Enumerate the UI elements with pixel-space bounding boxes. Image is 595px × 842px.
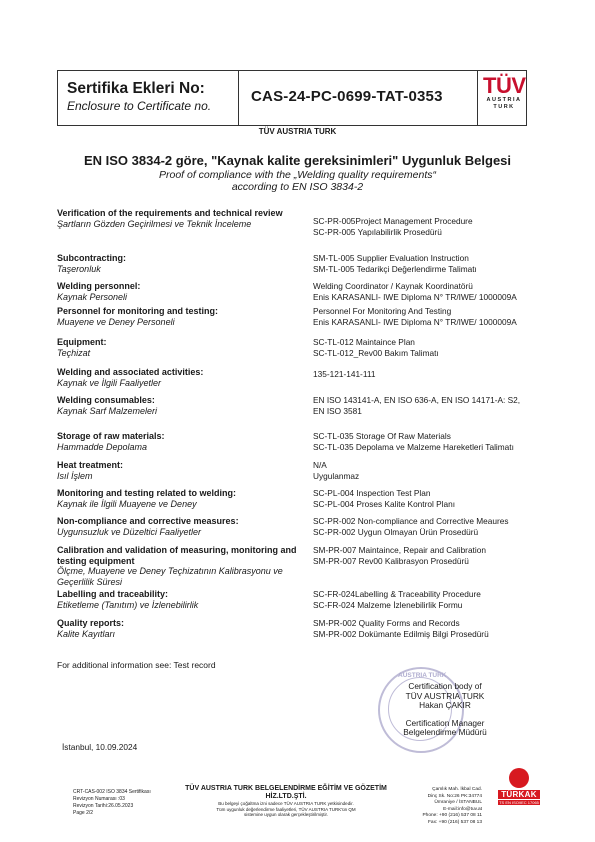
header-divider — [238, 71, 239, 125]
turkak-code: TS EN ISO/IEC 17065 — [499, 800, 539, 805]
footer-line: Tüm uygunluk değerlendirme faaliyetleri, TÜV AUSTRIA TURK'ün QM — [216, 806, 356, 812]
tuv-logo — [483, 75, 525, 111]
row-label: Monitoring and testing related to welding: Kaynak ile İlgili Muayene ve Deney — [57, 488, 236, 509]
row-label: Subcontracting: Taşeronluk — [57, 253, 126, 274]
company-heading: TÜV AUSTRIA TURK — [258, 127, 337, 136]
certificate-header — [57, 70, 527, 126]
logo-text: TÜV — [483, 73, 526, 98]
row-label: Quality reports: Kalite Kayıtları — [57, 618, 125, 639]
logo-line: TURK — [493, 104, 515, 110]
row-value: SM-TL-005 Supplier Evaluation Instruction SM-TL-005 Tedarikçi Değerlendirme Talimatı — [313, 253, 477, 274]
document-revision-info — [73, 789, 151, 817]
row-label: Welding personnel: Kaynak Personeli — [57, 281, 141, 302]
footer-line: Revizyon Tarihi:26.05.2023 — [73, 803, 134, 809]
row-value: Personnel For Monitoring And Testing Enis KARASANLI- IWE Diploma N° TR/IWE/ 1000009A — [313, 306, 517, 327]
document-subtitle: Proof of compliance with the „Welding quality requirements“ — [158, 169, 437, 181]
signatory-title-tr: Belgelendirme Müdürü — [403, 727, 487, 737]
footer-line: Dinç Sk. No:26 PK:34774 — [427, 793, 482, 799]
row-value: N/A Uygulanmaz — [313, 460, 360, 481]
signatory-title: Certification Manager — [405, 717, 485, 728]
enclosure-subtitle: Enclosure to Certificate no. — [67, 99, 212, 113]
document-subtitle: according to EN ISO 3834-2 — [231, 181, 364, 193]
footer-line: Çamlık Mah. İkbal Cad. — [432, 787, 482, 792]
footer-line: Bu belgeyi çoğaltma izni sadece TÜV AUSTRIA TURK yetkisindedir. — [218, 801, 354, 806]
row-label: Heat treatment: Isıl İşlem — [57, 460, 124, 481]
row-value: SM-PR-007 Maintaince, Repair and Calibration SM-PR-007 Rev00 Kalibrasyon Prosedürü — [313, 545, 486, 566]
row-label: Welding and associated activities: Kaynak ve İlgili Faaliyetler — [57, 367, 204, 388]
footer-line: Revizyon Numarası :03 — [73, 796, 125, 802]
document-title: EN ISO 3834-2 göre, "Kaynak kalite gereksinimleri" Uygunluk Belgesi — [83, 153, 512, 168]
row-value: SC-TL-012 Maintaince Plan SC-TL-012_Rev00 Bakım Talimatı — [313, 337, 439, 358]
row-value: 135-121-141-111 — [313, 369, 376, 379]
footer-email: E-mail:info@tuv.at — [443, 806, 482, 812]
row-label: Welding consumables: Kaynak Sarf Malzemeleri — [57, 395, 158, 416]
enclosure-title: Sertifika Ekleri No: — [67, 80, 205, 97]
page-number: Page 2/2 — [73, 810, 94, 816]
signature-line: Certification body of — [408, 681, 482, 691]
logo-line: AUSTRIA — [486, 97, 522, 103]
row-label: Labelling and traceability: Etiketleme (Tanıtım) ve İzlenebilirlik — [57, 589, 199, 610]
row-value: SC-PR-005Project Management Procedure SC-PR-005 Yapılabilirlik Prosedürü — [313, 216, 473, 237]
row-label: Personnel for monitoring and testing: Muayene ve Deney Personeli — [57, 306, 219, 327]
row-value: Welding Coordinator / Kaynak Koordinatörü Enis KARASANLI- IWE Diploma N° TR/IWE/ 1000009A — [313, 281, 517, 302]
certificate-number: CAS-24-PC-0699-TAT-0353 — [251, 88, 443, 105]
row-value: SC-PL-004 Inspection Test Plan SC-PL-004 Proses Kalite Kontrol Planı — [313, 488, 456, 509]
row-value: SC-PR-002 Non-compliance and Corrective Meaures SC-PR-002 Uygun Olmayan Ürün Prosedürü — [313, 516, 509, 537]
footer-fax: Fax: +90 (216) 537 08 13 — [427, 819, 482, 825]
row-value: EN ISO 143141-A, EN ISO 636-A, EN ISO 14171-A: S2, EN ISO 3581 — [313, 395, 521, 416]
footer-company-name: TÜV AUSTRIA TURK BELGELENDİRME EĞİTİM VE GÖZETİM HİZ.LTD.ŞTİ. — [185, 785, 387, 800]
row-label: Storage of raw materials: Hammadde Depolama — [57, 431, 165, 452]
row-label: Verification of the requirements and technical review Şartların Gözden Geçirilmesi ve Teknik İnceleme — [57, 208, 283, 229]
row-label: Equipment: Teçhizat — [57, 337, 107, 358]
signature-block — [390, 682, 500, 738]
row-label: Non-compliance and corrective measures: Uygunsuzluk ve Düzeltici Faaliyetler — [57, 516, 239, 537]
footer-phone: Phone: +90 (216) 537 08 11 — [422, 813, 482, 818]
footer-line: CRT-CAS-002 ISO 3834 Sertifikası — [73, 789, 151, 795]
signatory-name: Hakan ÇAKIR — [419, 700, 471, 710]
footer-line: Ümraniye / İSTANBUL — [434, 800, 482, 805]
turkak-logo — [498, 768, 540, 805]
footer-line: sistemine uygun olarak gerçekleştirilmiştir. — [243, 812, 329, 817]
turkak-name: TÜRKAK — [498, 790, 540, 799]
footer-address — [412, 787, 482, 826]
footer-company — [176, 785, 396, 818]
stamp-text: AUSTRIA TURK — [398, 672, 447, 679]
additional-info: For additional information see: Test record — [57, 660, 216, 670]
issue-date: İstanbul, 10.09.2024 — [62, 742, 138, 752]
row-value: SC-TL-035 Storage Of Raw Materials SC-TL-035 Depolama ve Malzeme Hareketleri Talimatı — [313, 431, 514, 452]
row-value: SM-PR-002 Quality Forms and Records SM-PR-002 Dokümante Edilmiş Bilgi Prosedürü — [313, 618, 489, 639]
row-value: SC-FR-024Labelling & Traceability Procedure SC-FR-024 Malzeme İzlenebilirlik Formu — [313, 589, 481, 610]
turkak-emblem-icon — [509, 768, 529, 788]
signature-line: TÜV AUSTRIA TURK — [405, 690, 485, 701]
row-label: Calibration and validation of measuring, monitoring and testing equipment Ölçme, Muayene ve Deney Teçhizatının Kalibrasyonu ve Geçerlilik Süresi — [57, 545, 297, 587]
header-divider — [477, 71, 478, 125]
